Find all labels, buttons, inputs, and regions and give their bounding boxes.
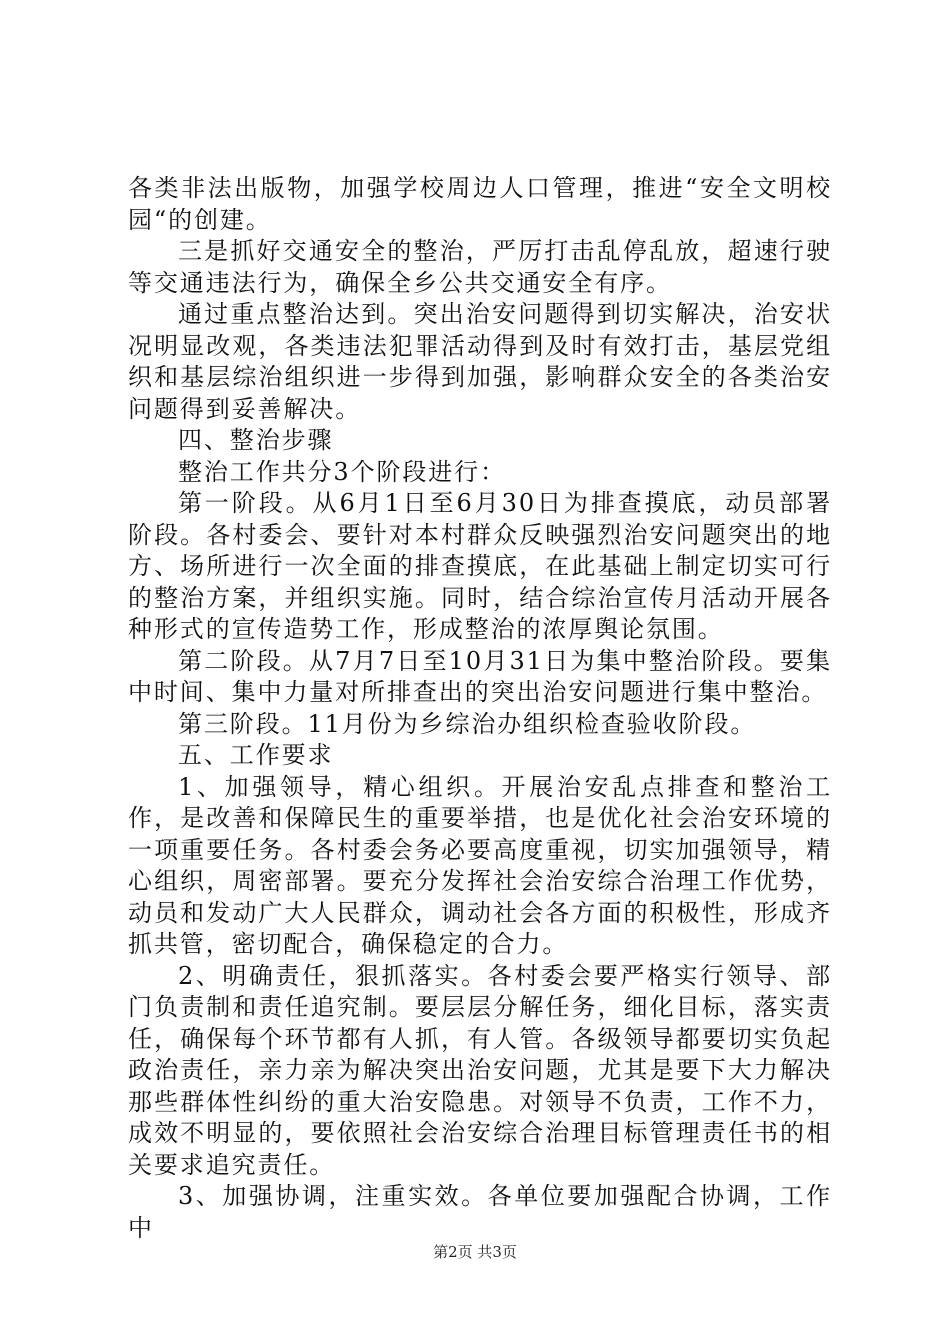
paragraph-stage-one: 第一阶段。从6月1日至6月30日为排查摸底，动员部署阶段。各村委会、要针对本村群众反映强烈治安问题突出的地方、场所进行一次全面的排查摸底，在此基础上制定切实可行的整治方案，并组织实施。同时，结合综治宣传月活动开展各种形式的宣传造势工作，形成整治的浓厚舆论氛围。 — [128, 489, 832, 643]
section-heading-requirements: 五、工作要求 — [178, 741, 334, 769]
document-body — [128, 173, 832, 1244]
paragraph-requirement-two: 2、明确责任，狠抓落实。各村委会要严格实行领导、部门负责制和责任追究制。要层层分解任务，细化目标，落实责任，确保每个环节都有人抓，有人管。各级领导都要切实负起政治责任，亲力亲为解决突出治安问题，尤其是要下大力解决那些群体性纠纷的重大治安隐患。对领导不负责，工作不力，成效不明显的，要依照社会治安综合治理目标管理责任书的相关要求追究责任。 — [128, 961, 832, 1179]
section-heading-steps: 四、整治步骤 — [178, 426, 334, 454]
paragraph-requirement-one: 1、加强领导，精心组织。开展治安乱点排查和整治工作，是改善和保障民生的重要举措，也是优化社会治安环境的一项重要任务。各村委会务必要高度重视，切实加强领导，精心组织，周密部署。要充分发挥社会治安综合治理工作优势，动员和发动广大人民群众，调动社会各方面的积极性，形成齐抓共管，密切配合，确保稳定的合力。 — [128, 772, 832, 958]
paragraph-stage-two: 第二阶段。从7月7日至10月31日为集中整治阶段。要集中时间、集中力量对所排查出的突出治安问题进行集中整治。 — [128, 646, 832, 706]
paragraph-stages-intro: 整治工作共分3个阶段进行： — [178, 457, 506, 486]
paragraph-continuation: 各类非法出版物，加强学校周边人口管理，推进“安全文明校园“的创建。 — [128, 174, 832, 234]
paragraph-traffic-safety: 三是抓好交通安全的整治，严厉打击乱停乱放，超速行驶等交通违法行为，确保全乡公共交通安全有序。 — [128, 237, 832, 297]
paragraph-requirement-three: 3、加强协调，注重实效。各单位要加强配合协调，工作中 — [128, 1182, 832, 1242]
paragraph-goals: 通过重点整治达到。突出治安问题得到切实解决，治安状况明显改观，各类违法犯罪活动得到及时有效打击，基层党组织和基层综治组织进一步得到加强，影响群众安全的各类治安问题得到妥善解决。 — [128, 300, 832, 423]
page-footer: 第2页 共3页 — [433, 1243, 517, 1261]
paragraph-stage-three: 第三阶段。11月份为乡综治办组织检查验收阶段。 — [178, 709, 757, 738]
